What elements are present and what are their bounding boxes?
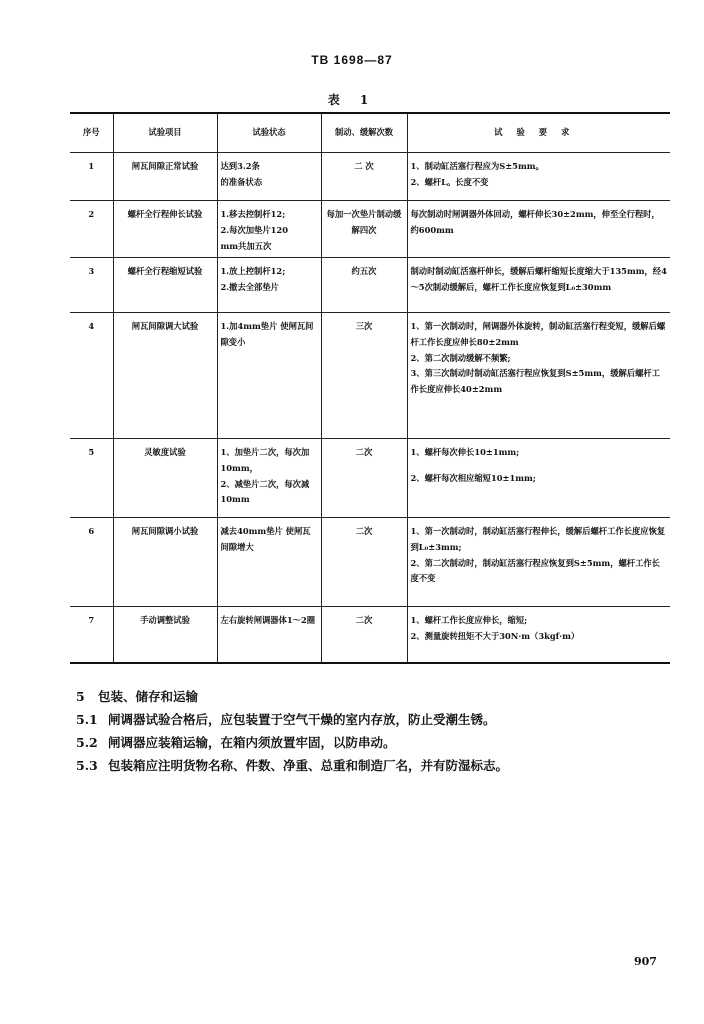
row-requirements bbox=[407, 439, 670, 518]
row-requirements bbox=[407, 201, 670, 258]
row-state bbox=[217, 258, 321, 313]
state-line: 2.撤去全部垫片 bbox=[220, 281, 279, 292]
section-5-heading bbox=[76, 687, 198, 705]
row-times: 约五次 bbox=[321, 258, 407, 313]
state-line: 1.移去控制杆12; bbox=[220, 209, 286, 219]
requirement-line: 3、第三次制动时制动缸活塞行程应恢复到S±5mm，缓解后螺杆工作长度应伸长40±2mm bbox=[410, 368, 660, 394]
table-row bbox=[70, 201, 670, 258]
test-table bbox=[70, 112, 670, 664]
standard-code: TB 1698—87 bbox=[311, 53, 393, 67]
row-times: 二次 bbox=[321, 518, 407, 607]
clause-number: 5.1 bbox=[76, 712, 98, 727]
clause-text: 闸调器试验合格后，应包装置于空气干燥的室内存放，防止受潮生锈。 bbox=[108, 712, 496, 727]
state-line: 左右旋转闸调器体1～2圈 bbox=[220, 615, 316, 625]
page-number: 907 bbox=[634, 955, 657, 968]
row-item: 闸瓦间隙正常试验 bbox=[113, 153, 217, 201]
clause-number: 5.3 bbox=[76, 758, 98, 773]
requirement-line: 1、制动缸活塞行程应为S±5mm。 bbox=[410, 161, 544, 171]
row-state bbox=[217, 607, 321, 663]
row-times: 二次 bbox=[321, 607, 407, 663]
row-state bbox=[217, 439, 321, 518]
table-row bbox=[70, 439, 670, 518]
row-state bbox=[217, 201, 321, 258]
clause-5-2 bbox=[76, 733, 396, 751]
row-times: 每加一次垫片制动缓解四次 bbox=[321, 201, 407, 258]
row-times: 三次 bbox=[321, 313, 407, 439]
state-line: 减去40mm垫片 使闸瓦间隙增大 bbox=[220, 526, 311, 552]
state-line: 1、加垫片二次，每次加10mm， bbox=[220, 447, 310, 473]
clause-5-1 bbox=[76, 710, 496, 728]
requirement-line: 2、测量旋转扭矩不大于30N·m（3kgf·m） bbox=[410, 630, 580, 641]
clause-text: 包装箱应注明货物名称、件数、净重、总重和制造厂名，并有防湿标志。 bbox=[108, 758, 509, 773]
requirement-line: 2、第二次制动时，制动缸活塞行程应恢复到S±5mm，螺杆工作长度不变 bbox=[410, 557, 660, 584]
row-no: 2 bbox=[70, 201, 113, 258]
requirement-line: 2、第二次制动缓解不频繁; bbox=[410, 352, 511, 363]
section-title: 包装、储存和运输 bbox=[98, 689, 199, 704]
clause-5-3 bbox=[76, 756, 508, 774]
row-times: 二次 bbox=[321, 439, 407, 518]
requirement-line: 1、螺杆工作长度应伸长，缩短; bbox=[410, 615, 528, 625]
requirement-line: 1、螺杆每次伸长10±1mm; bbox=[410, 447, 520, 457]
row-requirements bbox=[407, 607, 670, 663]
row-no: 7 bbox=[70, 607, 113, 663]
state-line: mm共加五次 bbox=[220, 240, 272, 251]
row-requirements bbox=[407, 313, 670, 439]
requirement-line: 制动时制动缸活塞杆伸长，缓解后螺杆缩短长度缩大于135mm，经4～5次制动缓解后，螺杆工作长度应恢复到L₀±30mm bbox=[410, 266, 667, 292]
state-line: 的准备状态 bbox=[220, 176, 262, 187]
clause-text: 闸调器应装箱运输，在箱内须放置牢固，以防串动。 bbox=[108, 735, 396, 750]
header-requirements: 试验要求 bbox=[407, 113, 670, 153]
requirement-line: 2、螺杆每次相应缩短10±1mm; bbox=[410, 472, 536, 483]
row-item: 闸瓦间隙调大试验 bbox=[113, 313, 217, 439]
table-row bbox=[70, 153, 670, 201]
state-line: 2.每次加垫片120 bbox=[220, 224, 288, 235]
state-line: 1.加4mm垫片 使闸瓦间隙变小 bbox=[220, 321, 314, 347]
row-no: 5 bbox=[70, 439, 113, 518]
row-item: 灵敏度试验 bbox=[113, 439, 217, 518]
row-requirements bbox=[407, 153, 670, 201]
row-item: 螺杆全行程伸长试验 bbox=[113, 201, 217, 258]
row-state bbox=[217, 153, 321, 201]
row-item: 手动调整试验 bbox=[113, 607, 217, 663]
row-no: 6 bbox=[70, 518, 113, 607]
table-row bbox=[70, 313, 670, 439]
requirement-line: 1、第一次制动时，闸调器外体旋转，制动缸活塞行程变短，缓解后螺杆工作长度应伸长80±2mm bbox=[410, 321, 666, 347]
state-line: 1.放上控制杆12; bbox=[220, 266, 286, 276]
row-requirements bbox=[407, 258, 670, 313]
clause-number: 5.2 bbox=[76, 735, 98, 750]
row-state bbox=[217, 313, 321, 439]
row-item: 螺杆全行程缩短试验 bbox=[113, 258, 217, 313]
state-line: 达到3.2条 bbox=[220, 161, 260, 171]
state-line: 2、减垫片二次，每次减10mm bbox=[220, 478, 310, 505]
table-row bbox=[70, 258, 670, 313]
table-header-row bbox=[70, 113, 670, 153]
requirement-line: 1、第一次制动时，制动缸活塞行程伸长，缓解后螺杆工作长度应恢复到L₀±3mm; bbox=[410, 526, 666, 552]
header-state: 试验状态 bbox=[217, 113, 321, 153]
section-number: 5 bbox=[76, 689, 85, 704]
row-state bbox=[217, 518, 321, 607]
row-no: 1 bbox=[70, 153, 113, 201]
header-item: 试验项目 bbox=[113, 113, 217, 153]
row-item: 闸瓦间隙调小试验 bbox=[113, 518, 217, 607]
row-times: 二 次 bbox=[321, 153, 407, 201]
table-row bbox=[70, 607, 670, 663]
row-no: 3 bbox=[70, 258, 113, 313]
row-no: 4 bbox=[70, 313, 113, 439]
table-row bbox=[70, 518, 670, 607]
header-times: 制动、缓解次数 bbox=[321, 113, 407, 153]
requirement-line: 每次制动时闸调器外体回动，螺杆伸长30±2mm，伸至全行程时，约600mm bbox=[410, 209, 660, 235]
header-no: 序号 bbox=[70, 113, 113, 153]
requirement-line: 2、螺杆L。长度不变 bbox=[410, 176, 489, 187]
row-requirements bbox=[407, 518, 670, 607]
table-caption: 表 1 bbox=[327, 93, 377, 107]
